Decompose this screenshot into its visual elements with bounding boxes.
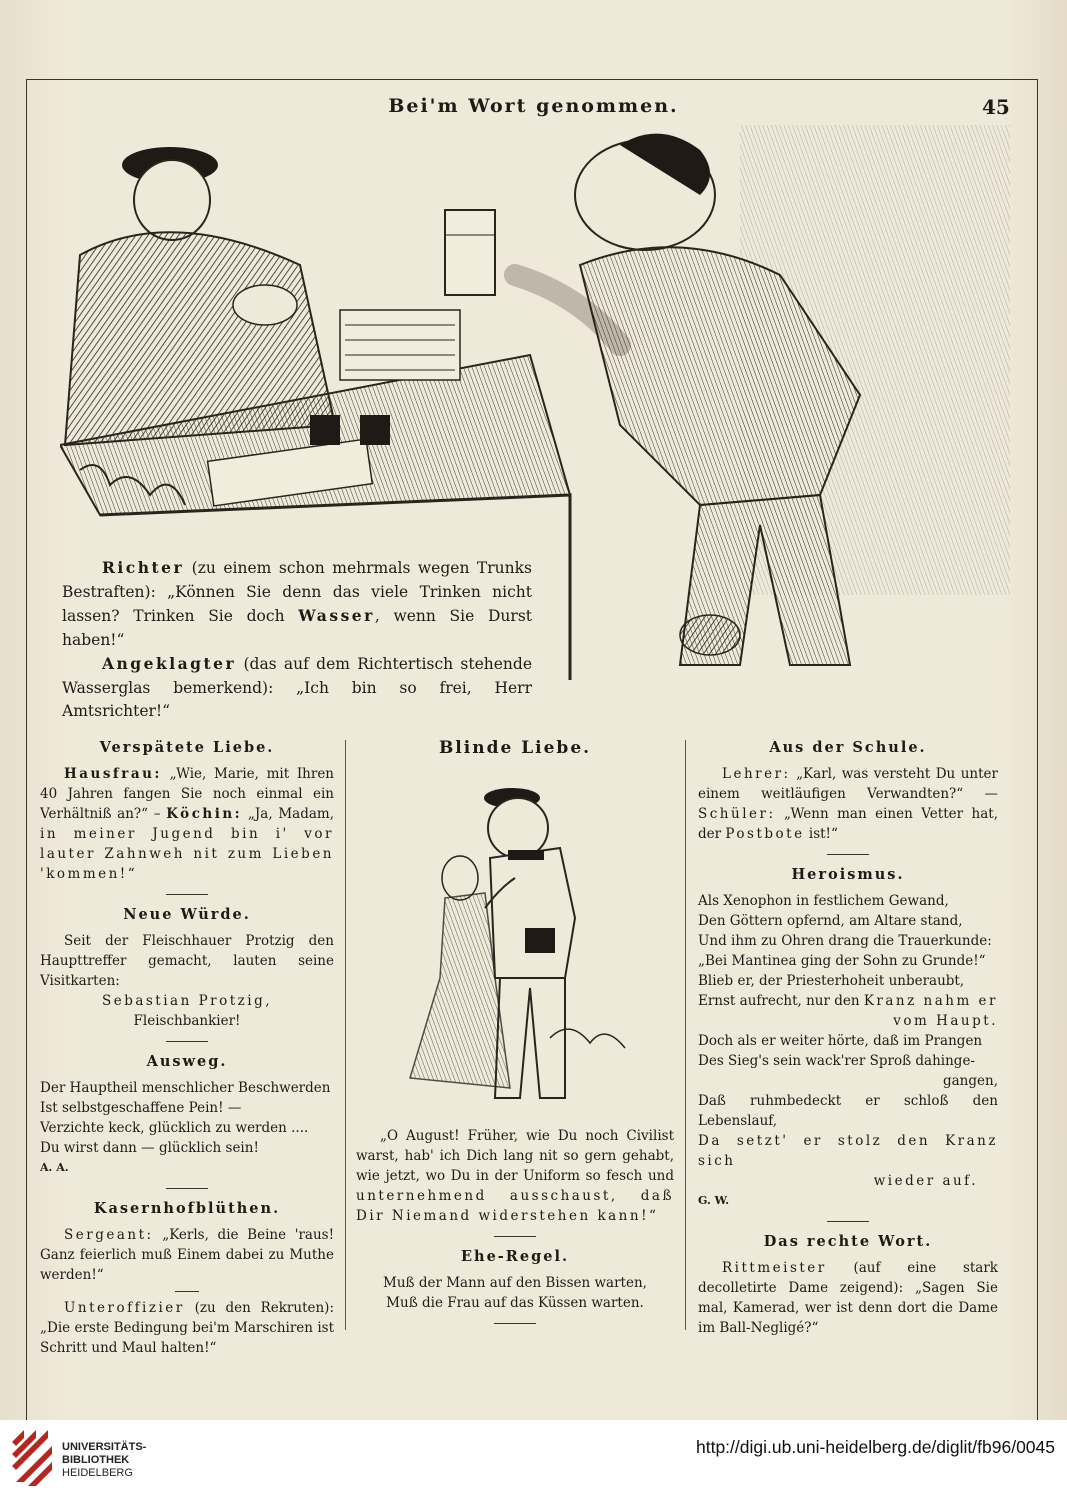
section-divider — [166, 894, 208, 895]
heroismus-line-6a: Ernst aufrecht, nur den — [698, 993, 864, 1009]
speaker-unteroffizier: Unteroffizier — [64, 1300, 185, 1316]
heading-kasernhofbluethen: Kasernhofblüthen. — [93, 1200, 281, 1217]
speaker-rittmeister: Rittmeister — [722, 1260, 827, 1276]
heroismus-line-9: Des Sieg's sein wack'rer Sproß dahinge- — [698, 1053, 975, 1069]
heroismus-line-6b: Kranz nahm er — [863, 993, 999, 1009]
ausweg-line-4: Du wirst dann — glücklich sein! — [40, 1140, 259, 1156]
word-wasser: Wasser — [298, 606, 375, 625]
ehe-regel-line-2: Muß die Frau auf das Küssen warten. — [386, 1295, 644, 1311]
heading-das-rechte-wort: Das rechte Wort. — [763, 1233, 933, 1250]
section-divider — [166, 1188, 208, 1189]
section-divider — [827, 854, 869, 855]
cartoon-caption — [62, 556, 532, 724]
column-rule-right — [685, 740, 686, 1330]
text-rittmeister: (auf eine stark decolletirte Dame zeigend): „Sagen Sie mal, Kamerad, wer ist denn dort die Dame im Ball-Negligé?“ — [698, 1260, 998, 1336]
heading-ehe-regel: Ehe-Regel. — [460, 1248, 570, 1265]
heroismus-line-8: Doch als er weiter hörte, daß im Prangen — [698, 1033, 983, 1049]
library-name-line-1: UNIVERSITÄTS- — [62, 1441, 147, 1453]
left-column — [40, 738, 334, 1358]
speaker-defendant: Angeklagter — [102, 654, 237, 673]
speaker-sergeant: Sergeant: — [64, 1227, 154, 1243]
word-postbote: Postbote — [725, 826, 805, 842]
library-name-line-2: BIBLIOTHEK — [62, 1454, 130, 1466]
couple-illustration — [400, 778, 640, 1118]
text-neue-wuerde: Seit der Fleischhauer Protzig den Haupttreffer gemacht, lauten seine Visitkarten: — [40, 933, 334, 989]
text-lehrer: „Karl, was versteht Du unter einem weitläufigen Verwandten?“ — — [698, 766, 998, 802]
library-name — [62, 1441, 146, 1480]
ehe-regel-line-1: Muß der Mann auf den Bissen warten, — [383, 1275, 647, 1291]
speaker-lehrer: Lehrer: — [722, 766, 791, 782]
text-unteroffizier: (zu den Rekruten): „Die erste Bedingung bei'm Marschiren ist Schritt und Maul halten!“ — [40, 1300, 334, 1356]
text-koechin: „Ja, Madam, — [242, 806, 334, 822]
heroismus-line-3: Und ihm zu Ohren drang die Trauerkunde: — [698, 933, 992, 949]
heroismus-line-7: vom Haupt. — [893, 1013, 998, 1029]
signature-aa: A. A. — [40, 1161, 69, 1174]
section-divider-small — [175, 1291, 199, 1292]
library-name-line-3: HEIDELBERG — [62, 1467, 133, 1479]
column-rule-left — [345, 740, 346, 1330]
speaker-hausfrau: Hausfrau: — [64, 766, 162, 782]
caption-line1: (zu einem schon mehrmals wegen Trunks Bestraften): „Können Sie denn das viele Trinken nicht lassen? Trinken Sie doch — [62, 559, 532, 625]
text-hausfrau: „Wie, Marie, mit Ihren 40 Jahren fangen Sie noch einmal ein Verhältniß an?“ – — [40, 766, 334, 822]
heroismus-line-10: gangen, — [942, 1073, 998, 1089]
heroismus-line-1: Als Xenophon in festlichem Gewand, — [698, 893, 949, 909]
heading-verspaetete-liebe: Verspätete Liebe. — [99, 739, 275, 756]
signature-gw: G. W. — [698, 1194, 730, 1207]
speaker-judge: Richter — [102, 558, 185, 577]
heroismus-line-5: Blieb er, der Priesterhoheit unberaubt, — [698, 973, 965, 989]
card-line-1: Sebastian Protzig, — [101, 993, 273, 1009]
heading-neue-wuerde: Neue Würde. — [123, 906, 251, 923]
page-number: 45 — [982, 95, 1010, 119]
heading-aus-der-schule: Aus der Schule. — [769, 739, 927, 756]
heroismus-line-12: Da setzt' er stolz den Kranz sich — [698, 1133, 998, 1169]
library-logo-icon — [10, 1428, 54, 1488]
text-schueler-end: ist!“ — [804, 826, 838, 842]
heroismus-line-2: Den Göttern opfernd, am Altare stand, — [698, 913, 963, 929]
footer-bar — [0, 1420, 1067, 1499]
text-schueler: „Wenn man einen Vetter hat, der — [698, 806, 998, 842]
middle-column — [356, 738, 674, 758]
section-divider — [494, 1236, 536, 1237]
heroismus-line-13: wieder auf. — [873, 1173, 978, 1189]
caption-line2: (das auf dem Richtertisch stehende Wasserglas bemerkend): „Ich bin so frei, Herr Amtsrichter!“ — [62, 655, 532, 720]
running-title: Bei'm Wort genommen. — [388, 95, 679, 117]
heroismus-line-11: Daß ruhmbedeckt er schloß den Lebenslauf, — [698, 1093, 998, 1129]
permalink-url[interactable]: http://digi.ub.uni-heidelberg.de/diglit/fb96/0045 — [695, 1437, 1055, 1457]
heading-blinde-liebe: Blinde Liebe. — [438, 738, 592, 758]
card-line-2: Fleischbankier! — [133, 1013, 241, 1029]
heroismus-line-4: „Bei Mantinea ging der Sohn zu Grunde!“ — [698, 953, 986, 969]
section-divider — [827, 1221, 869, 1222]
text-koechin-spaced: in meiner Jugend bin i' vor lauter Zahnweh nit zum Lieben 'kommen!“ — [40, 826, 334, 882]
section-divider — [494, 1323, 536, 1324]
middle-column-text — [356, 1126, 674, 1334]
heading-ausweg: Ausweg. — [146, 1053, 228, 1070]
ausweg-line-1: Der Hauptheil menschlicher Beschwerden — [40, 1080, 331, 1096]
text-blinde-liebe-spaced: unternehmend ausschaust, daß Dir Niemand widerstehen kann!“ — [356, 1188, 674, 1224]
text-sergeant: „Kerls, die Beine 'raus! Ganz feierlich muß Einem dabei zu Muthe werden!“ — [40, 1227, 334, 1283]
ausweg-line-2: Ist selbstgeschaffene Pein! — — [40, 1100, 242, 1116]
heading-heroismus: Heroismus. — [791, 866, 905, 883]
right-column — [698, 738, 998, 1338]
speaker-schueler: Schüler: — [698, 806, 776, 822]
text-blinde-liebe: „O August! Früher, wie Du noch Civilist warst, hab' ich Dich lang nit so gern gehabt, wie jetzt, wo Du in der Uniform so fesch und — [356, 1128, 674, 1184]
section-divider — [166, 1041, 208, 1042]
ausweg-line-3: Verzichte keck, glücklich zu werden .... — [40, 1120, 309, 1136]
caption-line1-end: , wenn Sie Durst haben!“ — [62, 607, 532, 649]
speaker-koechin: Köchin: — [166, 806, 243, 822]
